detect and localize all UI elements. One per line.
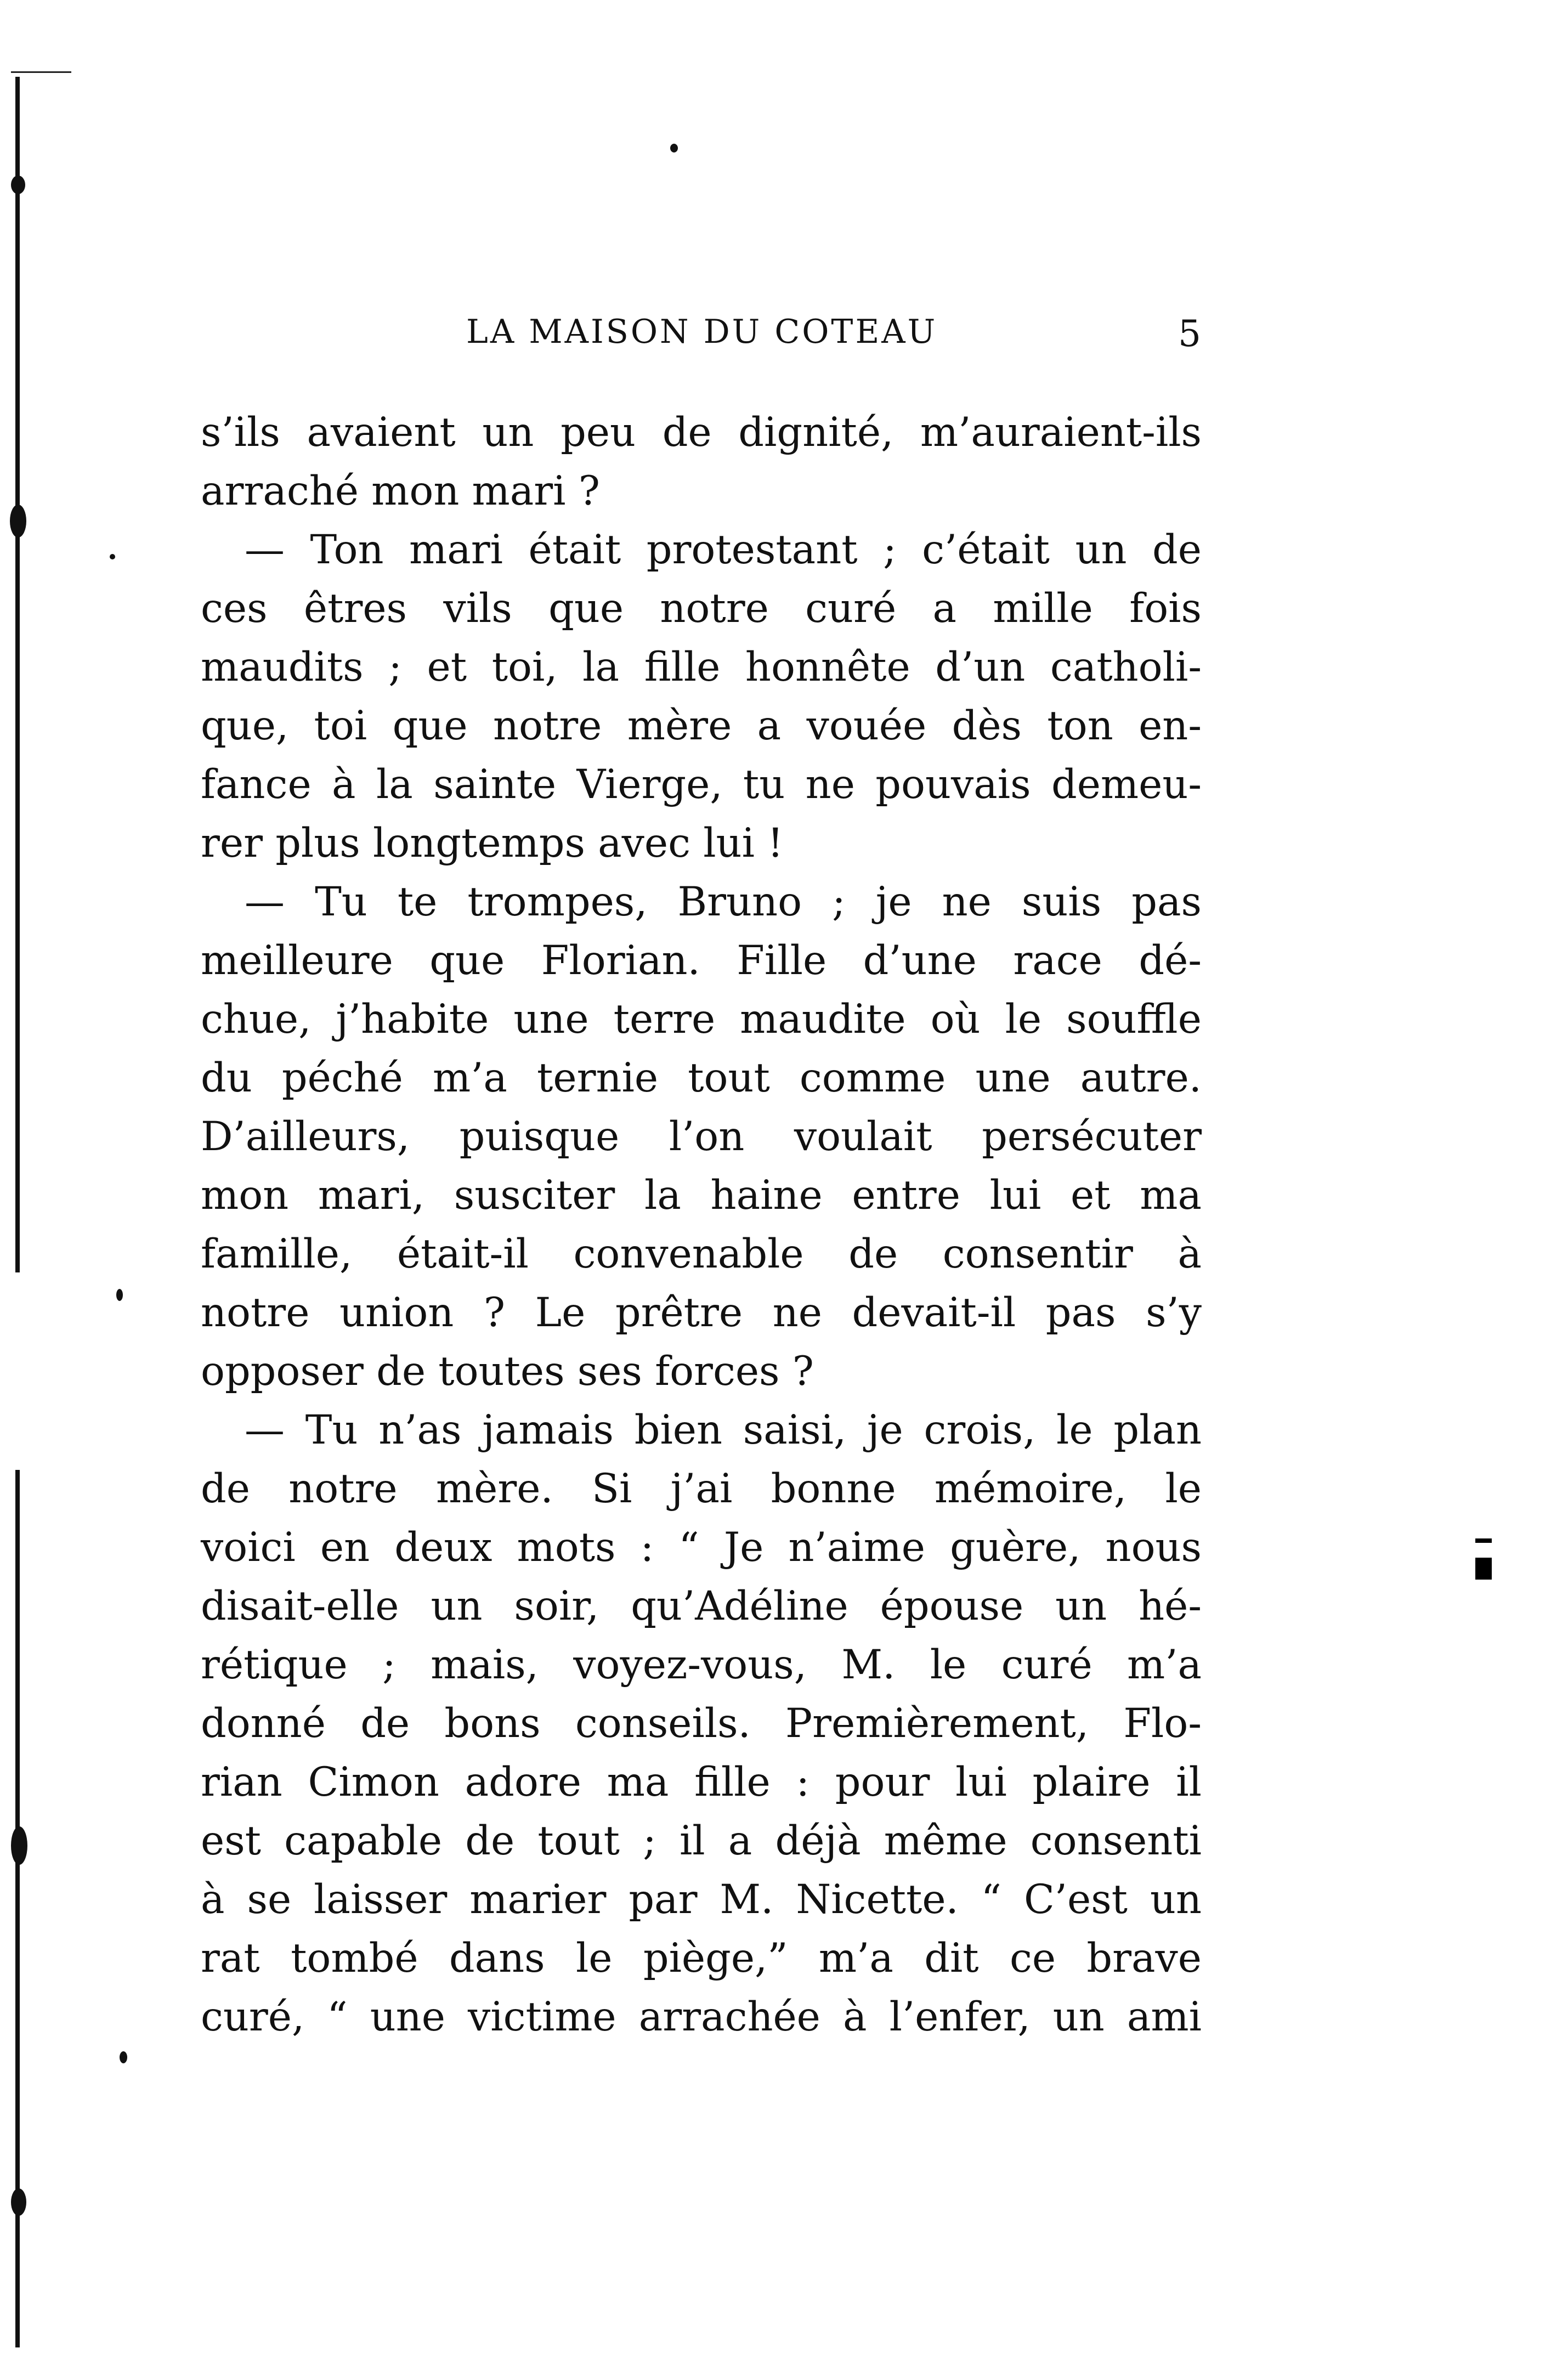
page-number: 5 xyxy=(1178,313,1201,355)
text-line: donné de bons conseils. Premièrement, Flo- xyxy=(201,1700,1202,1747)
text-line: voici en deux mots : “ Je n’aime guère, nous xyxy=(201,1524,1202,1571)
running-header xyxy=(197,313,1201,357)
text-line: arraché mon mari ? xyxy=(201,468,600,514)
text-line: ces êtres vils que notre curé a mille fois xyxy=(201,585,1202,632)
text-line: chue, j’habite une terre maudite où le souffle xyxy=(201,996,1202,1043)
text-line: meilleure que Florian. Fille d’une race dé- xyxy=(201,937,1202,984)
running-title: LA MAISON DU COTEAU xyxy=(466,313,938,351)
text-line: disait-elle un soir, qu’Adéline épouse un hé- xyxy=(201,1583,1202,1630)
body-text xyxy=(201,403,1202,2046)
text-line: famille, était-il convenable de consentir à xyxy=(201,1231,1202,1277)
scan-edge-rule xyxy=(11,71,71,73)
text-line: du péché m’a ternie tout comme une autre. xyxy=(201,1055,1202,1101)
text-line: à se laisser marier par M. Nicette. “ C’est un xyxy=(201,1876,1202,1923)
text-line: mon mari, susciter la haine entre lui et ma xyxy=(201,1172,1202,1219)
scan-speck xyxy=(11,1826,27,1865)
scan-speck xyxy=(10,505,26,538)
text-line: — Tu te trompes, Bruno ; je ne suis pas xyxy=(245,879,1202,925)
text-line: — Ton mari était protestant ; c’était un de xyxy=(245,527,1202,573)
text-line: curé, “ une victime arrachée à l’enfer, un ami xyxy=(201,1994,1202,2040)
scan-edge-line-bottom xyxy=(15,1470,20,2347)
text-line: rétique ; mais, voyez-vous, M. le curé m’a xyxy=(201,1642,1202,1688)
scan-edge-line-top xyxy=(15,77,20,1272)
text-line: D’ailleurs, puisque l’on voulait persécuter xyxy=(201,1113,1202,1160)
margin-mark xyxy=(1475,1558,1492,1580)
scan-speck xyxy=(116,1289,123,1301)
text-line: rer plus longtemps avec lui ! xyxy=(201,820,784,867)
text-line: rian Cimon adore ma fille : pour lui plaire il xyxy=(201,1759,1202,1806)
text-line: fance à la sainte Vierge, tu ne pouvais demeu- xyxy=(201,761,1202,808)
text-line: que, toi que notre mère a vouée dès ton en- xyxy=(201,703,1202,749)
scan-speck xyxy=(670,144,678,152)
text-line: de notre mère. Si j’ai bonne mémoire, le xyxy=(201,1466,1202,1512)
scan-speck xyxy=(11,2188,26,2216)
text-line: notre union ? Le prêtre ne devait-il pas s’y xyxy=(201,1289,1202,1336)
text-line: maudits ; et toi, la fille honnête d’un catholi- xyxy=(201,644,1202,691)
text-line: — Tu n’as jamais bien saisi, je crois, le plan xyxy=(245,1407,1202,1453)
margin-mark xyxy=(1475,1538,1492,1543)
scan-speck xyxy=(11,176,25,194)
text-line: opposer de toutes ses forces ? xyxy=(201,1348,814,1395)
text-line: s’ils avaient un peu de dignité, m’auraient-ils xyxy=(201,409,1202,456)
scan-speck xyxy=(110,554,115,559)
text-line: rat tombé dans le piège,” m’a dit ce brave xyxy=(201,1935,1202,1982)
text-line: est capable de tout ; il a déjà même consenti xyxy=(201,1818,1202,1864)
scan-speck xyxy=(120,2051,127,2063)
